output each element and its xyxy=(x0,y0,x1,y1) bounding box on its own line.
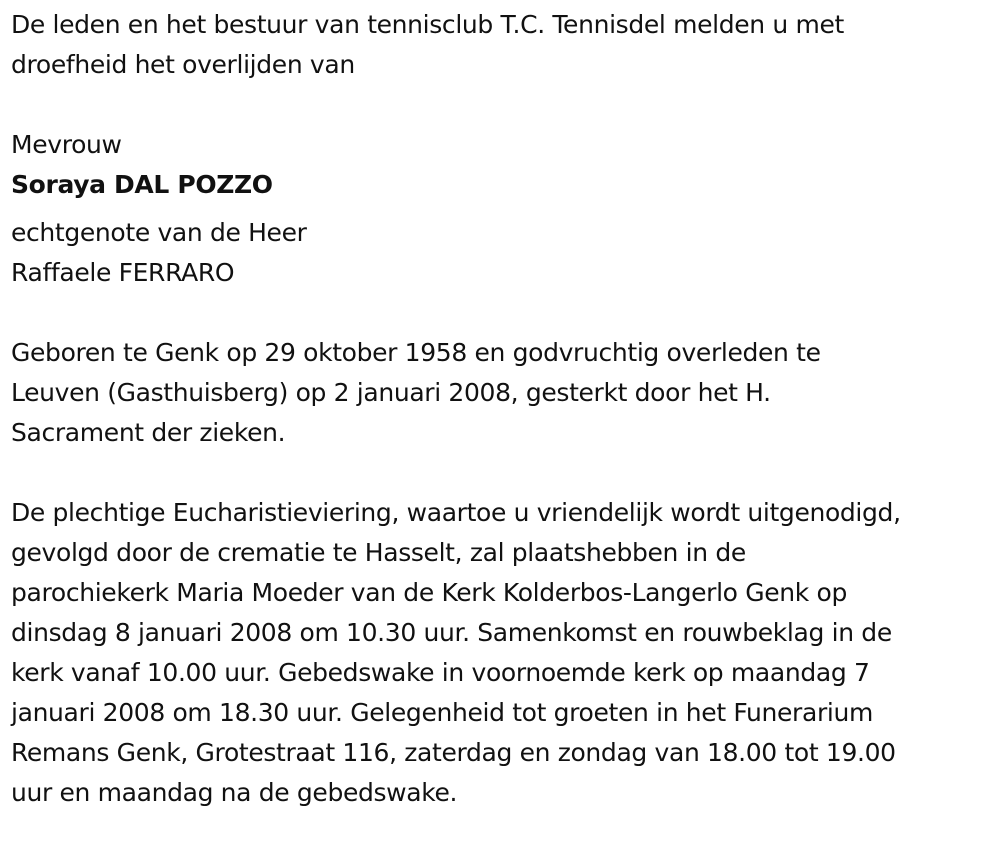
birth-death-line: Sacrament der zieken. xyxy=(11,418,286,447)
ceremony-line: dinsdag 8 januari 2008 om 10.30 uur. Samenkomst en rouwbeklag in de xyxy=(11,618,892,647)
ceremony-paragraph xyxy=(11,493,996,813)
paragraph-spacer xyxy=(11,453,996,493)
death-notice xyxy=(11,5,996,813)
relation-text: echtgenote van de Heer xyxy=(11,218,307,247)
ceremony-line: januari 2008 om 18.30 uur. Gelegenheid tot groeten in het Funerarium xyxy=(11,698,873,727)
birth-death-line: Leuven (Gasthuisberg) op 2 januari 2008, gesterkt door het H. xyxy=(11,378,771,407)
birth-death-paragraph xyxy=(11,333,996,453)
intro-line: droefheid het overlijden van xyxy=(11,50,355,79)
intro-line: De leden en het bestuur van tennisclub T.C. Tennisdel melden u met xyxy=(11,10,844,39)
ceremony-line: De plechtige Eucharistieviering, waartoe u vriendelijk wordt uitgenodigd, xyxy=(11,498,901,527)
ceremony-line: Remans Genk, Grotestraat 116, zaterdag en zondag van 18.00 tot 19.00 xyxy=(11,738,896,767)
birth-death-line: Geboren te Genk op 29 oktober 1958 en godvruchtig overleden te xyxy=(11,338,821,367)
paragraph-spacer xyxy=(11,85,996,125)
ceremony-line: gevolgd door de crematie te Hasselt, zal plaatshebben in de xyxy=(11,538,746,567)
ceremony-line: parochiekerk Maria Moeder van de Kerk Kolderbos-Langerlo Genk op xyxy=(11,578,847,607)
deceased-title: Mevrouw xyxy=(11,130,122,159)
intro-paragraph xyxy=(11,5,996,85)
ceremony-line: uur en maandag na de gebedswake. xyxy=(11,778,458,807)
spouse-name: Raffaele FERRARO xyxy=(11,258,235,287)
paragraph-spacer xyxy=(11,293,996,333)
deceased-name: Soraya DAL POZZO xyxy=(11,170,273,199)
deceased-block xyxy=(11,125,996,293)
ceremony-line: kerk vanaf 10.00 uur. Gebedswake in voornoemde kerk op maandag 7 xyxy=(11,658,870,687)
